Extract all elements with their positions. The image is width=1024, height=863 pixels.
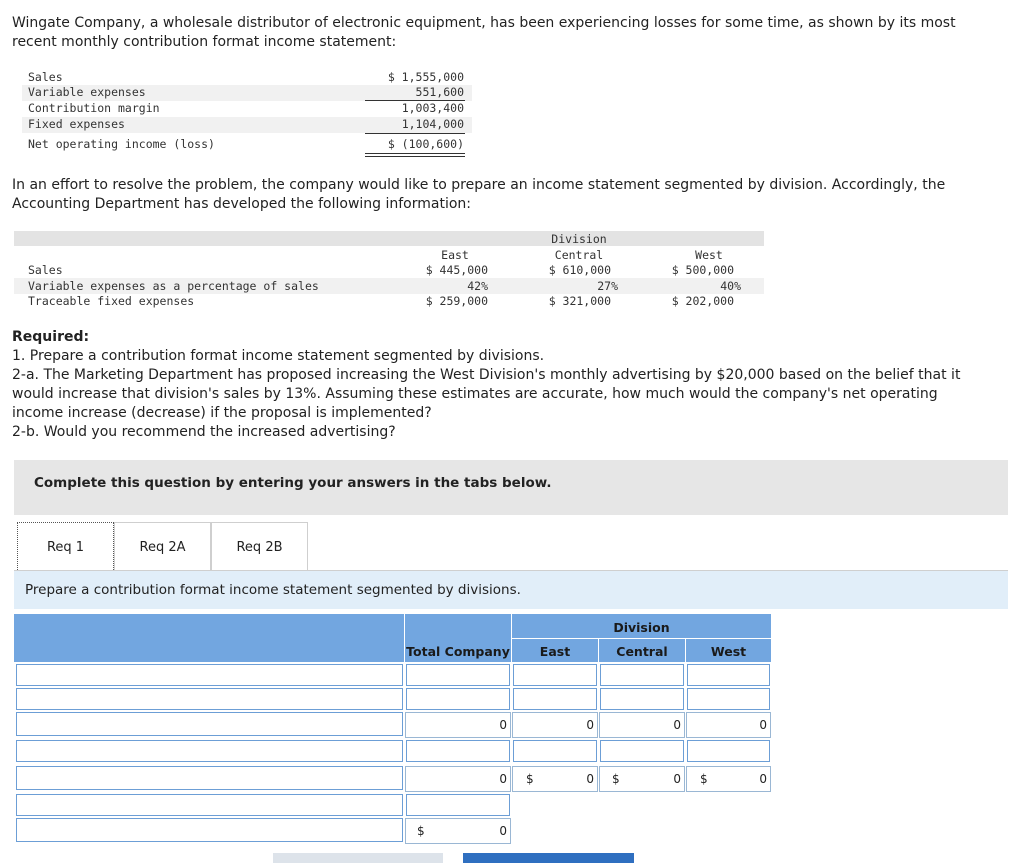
- cell-value: $ 500,000: [671, 263, 734, 277]
- west-value: 0: [759, 772, 767, 786]
- amount-input[interactable]: [600, 688, 684, 710]
- column-total-company: Total Company: [406, 644, 510, 659]
- statement-row: Net operating income (loss) $ (100,600): [28, 137, 464, 151]
- tab-req-1[interactable]: Req 1: [17, 522, 114, 570]
- column-central: Central: [616, 644, 668, 659]
- division-group-header: Division: [551, 232, 607, 246]
- double-underline: [365, 156, 465, 157]
- dollar-sign: $: [700, 772, 708, 786]
- tab-instruction: Prepare a contribution format income statement segmented by divisions.: [14, 571, 1008, 609]
- cell-value: $ 321,000: [548, 294, 611, 308]
- effort-text: In an effort to resolve the problem, the company would like to prepare an income statement segmented by division. Accordingly, the Accounting Department has developed the following information:: [12, 177, 946, 212]
- amount-input[interactable]: [600, 664, 684, 686]
- answer-table: [14, 614, 772, 844]
- label-input[interactable]: [16, 740, 403, 762]
- amount-input[interactable]: [513, 664, 597, 686]
- label-input[interactable]: [16, 766, 403, 790]
- label-input[interactable]: [16, 794, 403, 816]
- column-east: East: [539, 644, 571, 659]
- dollar-sign: $: [612, 772, 620, 786]
- amount-input[interactable]: [513, 740, 597, 762]
- west-value: 0: [759, 718, 767, 732]
- label-input[interactable]: [16, 688, 403, 710]
- prev-tab-button[interactable]: [273, 853, 443, 863]
- question-instructions-box: Complete this question by entering your answers in the tabs below.: [14, 460, 1008, 515]
- division-header-band: [14, 231, 764, 246]
- label-input[interactable]: [16, 818, 403, 842]
- statement-row: Contribution margin 1,003,400: [28, 101, 464, 115]
- amount-input[interactable]: [687, 664, 770, 686]
- underline: [365, 133, 465, 134]
- cell-value: $ 259,000: [425, 294, 488, 308]
- cell-value: 27%: [597, 279, 618, 293]
- statement-row: Fixed expenses 1,104,000: [22, 117, 472, 133]
- row-label: Sales: [28, 263, 63, 277]
- column-west: West: [695, 248, 723, 262]
- cell-value: $ 610,000: [548, 263, 611, 277]
- next-tab-button[interactable]: [463, 853, 634, 863]
- amount-input[interactable]: [406, 740, 510, 762]
- amount-input[interactable]: [406, 794, 510, 816]
- total-value: 0: [499, 772, 507, 786]
- required-title: Required:: [12, 329, 90, 345]
- total-value: 0: [499, 718, 507, 732]
- row-label: Variable expenses as a percentage of sales: [28, 279, 319, 293]
- tab-req-2b[interactable]: Req 2B: [211, 522, 308, 570]
- cell-value: 42%: [467, 279, 488, 293]
- label-input[interactable]: [16, 712, 403, 736]
- dollar-sign: $: [526, 772, 534, 786]
- division-header: Division: [613, 620, 670, 635]
- tab-req-2a[interactable]: Req 2A: [114, 522, 211, 570]
- amount-input[interactable]: [513, 688, 597, 710]
- amount-input[interactable]: [406, 688, 510, 710]
- east-value: 0: [586, 772, 594, 786]
- dollar-sign: $: [417, 824, 425, 838]
- column-east: East: [441, 248, 469, 262]
- cell-value: 40%: [720, 279, 741, 293]
- cell-value: $ 445,000: [425, 263, 488, 277]
- amount-input[interactable]: [687, 688, 770, 710]
- double-underline: [365, 153, 465, 154]
- central-value: 0: [673, 718, 681, 732]
- header-cell: [14, 614, 404, 662]
- central-value: 0: [673, 772, 681, 786]
- row-label: Traceable fixed expenses: [28, 294, 195, 308]
- label-input[interactable]: [16, 664, 403, 686]
- amount-input[interactable]: [600, 740, 684, 762]
- column-west: West: [710, 644, 747, 659]
- statement-row: Sales $ 1,555,000: [28, 70, 464, 84]
- intro-text: Wingate Company, a wholesale distributor of electronic equipment, has been experiencing losses for some time, as shown by its most recent monthly contribution format income statement:: [12, 15, 956, 50]
- required-section: Required: 1. Prepare a contribution format income statement segmented by divisions. 2-a. The Marketing Department has proposed increasing the West Division's monthly advertising by $20,000 based on the belief that it would increase that division's sales by 13%. Assuming these estimates are accurate, how much would the company's net operating income increase (decrease) if the proposal is implemented? 2-b. Would you recommend the increased advertising?: [12, 329, 961, 440]
- cell-value: $ 202,000: [671, 294, 734, 308]
- total-value: 0: [499, 824, 507, 838]
- east-value: 0: [586, 718, 594, 732]
- amount-input[interactable]: [406, 664, 510, 686]
- column-central: Central: [554, 248, 604, 262]
- amount-input[interactable]: [687, 740, 770, 762]
- statement-row: Variable expenses 551,600: [22, 85, 472, 101]
